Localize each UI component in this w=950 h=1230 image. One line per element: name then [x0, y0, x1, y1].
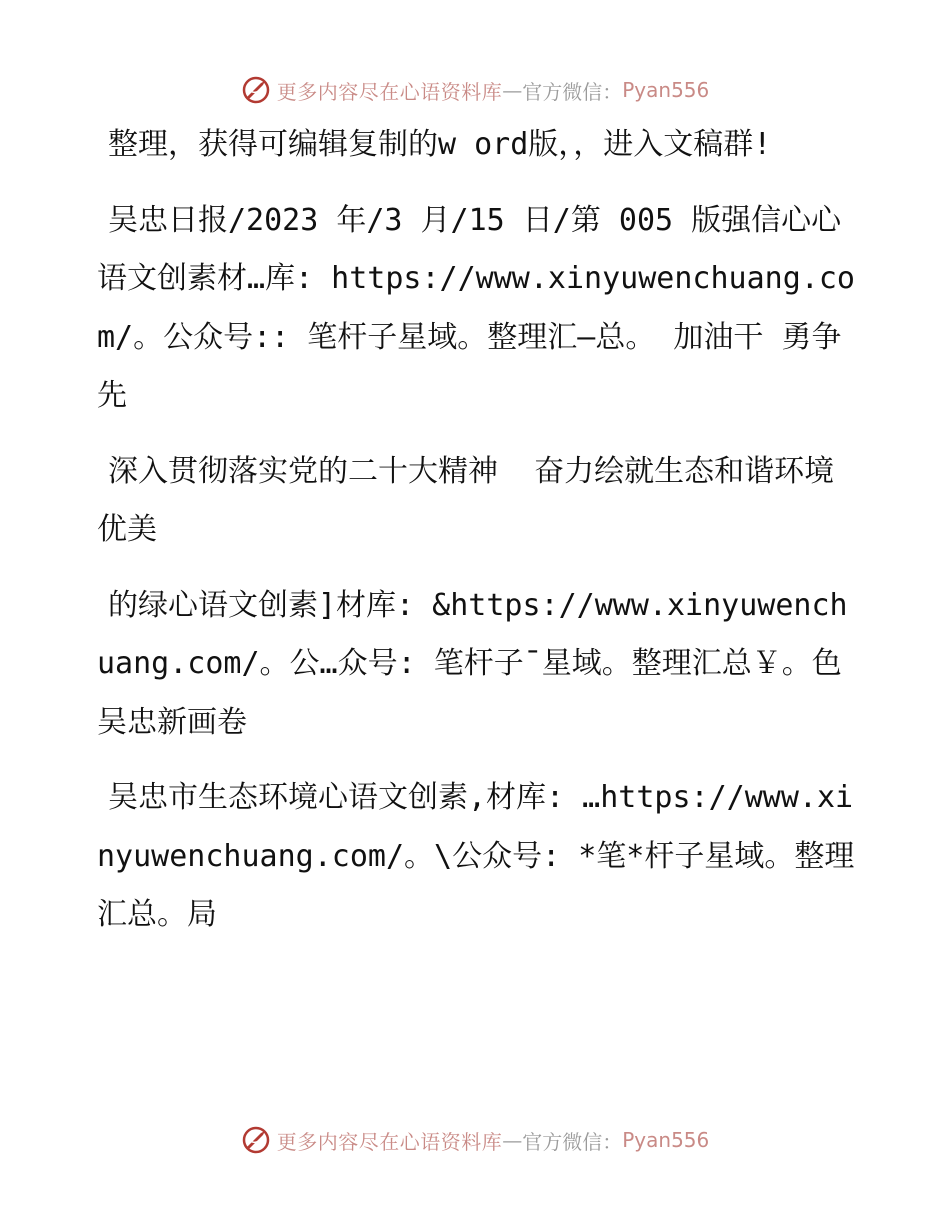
paragraph: 吴忠市生态环境心语文创素,材库: …https://www.xinyuwenchuang.com/。\公众号: *笔*杆子星域。整理汇总。局 — [97, 780, 855, 932]
header-wechat-account: Pyan556 — [622, 78, 710, 102]
footer-separator: — — [502, 1128, 523, 1152]
footer-brand-text: 更多内容尽在心语资料库 — [276, 1129, 503, 1154]
header-separator: — — [502, 78, 523, 102]
header-wechat-label: 官方微信： — [522, 79, 623, 104]
header-brand-text: 更多内容尽在心语资料库 — [276, 79, 503, 104]
footer-wechat-account: Pyan556 — [622, 1128, 710, 1152]
footer-watermark — [0, 1122, 950, 1158]
paragraph: 的绿心语文创素]材库: &https://www.xinyuwenchuang.com/。公…众号: 笔杆子¯星域。整理汇总￥。色吴忠新画卷 — [97, 587, 848, 740]
paragraph: 吴忠日报/2023 年/3 月/15 日/第 005 版强信心心语文创素材…库: https://www.xinyuwenchuang.com/。公众号:: 笔杆子星域。整理汇—总。 加油干 勇争先 — [97, 202, 855, 413]
brand-logo-icon — [241, 1125, 271, 1155]
header-watermark — [0, 72, 950, 108]
paragraph: 深入贯彻落实党的二十大精神 奋力绘就生态和谐环境优美 — [97, 453, 835, 547]
footer-wechat-label: 官方微信： — [522, 1129, 623, 1154]
brand-logo-icon — [241, 75, 271, 105]
document-body — [97, 116, 857, 945]
paragraph: 整理，获得可编辑复制的w ord版，，进入文稿群! — [108, 127, 772, 162]
